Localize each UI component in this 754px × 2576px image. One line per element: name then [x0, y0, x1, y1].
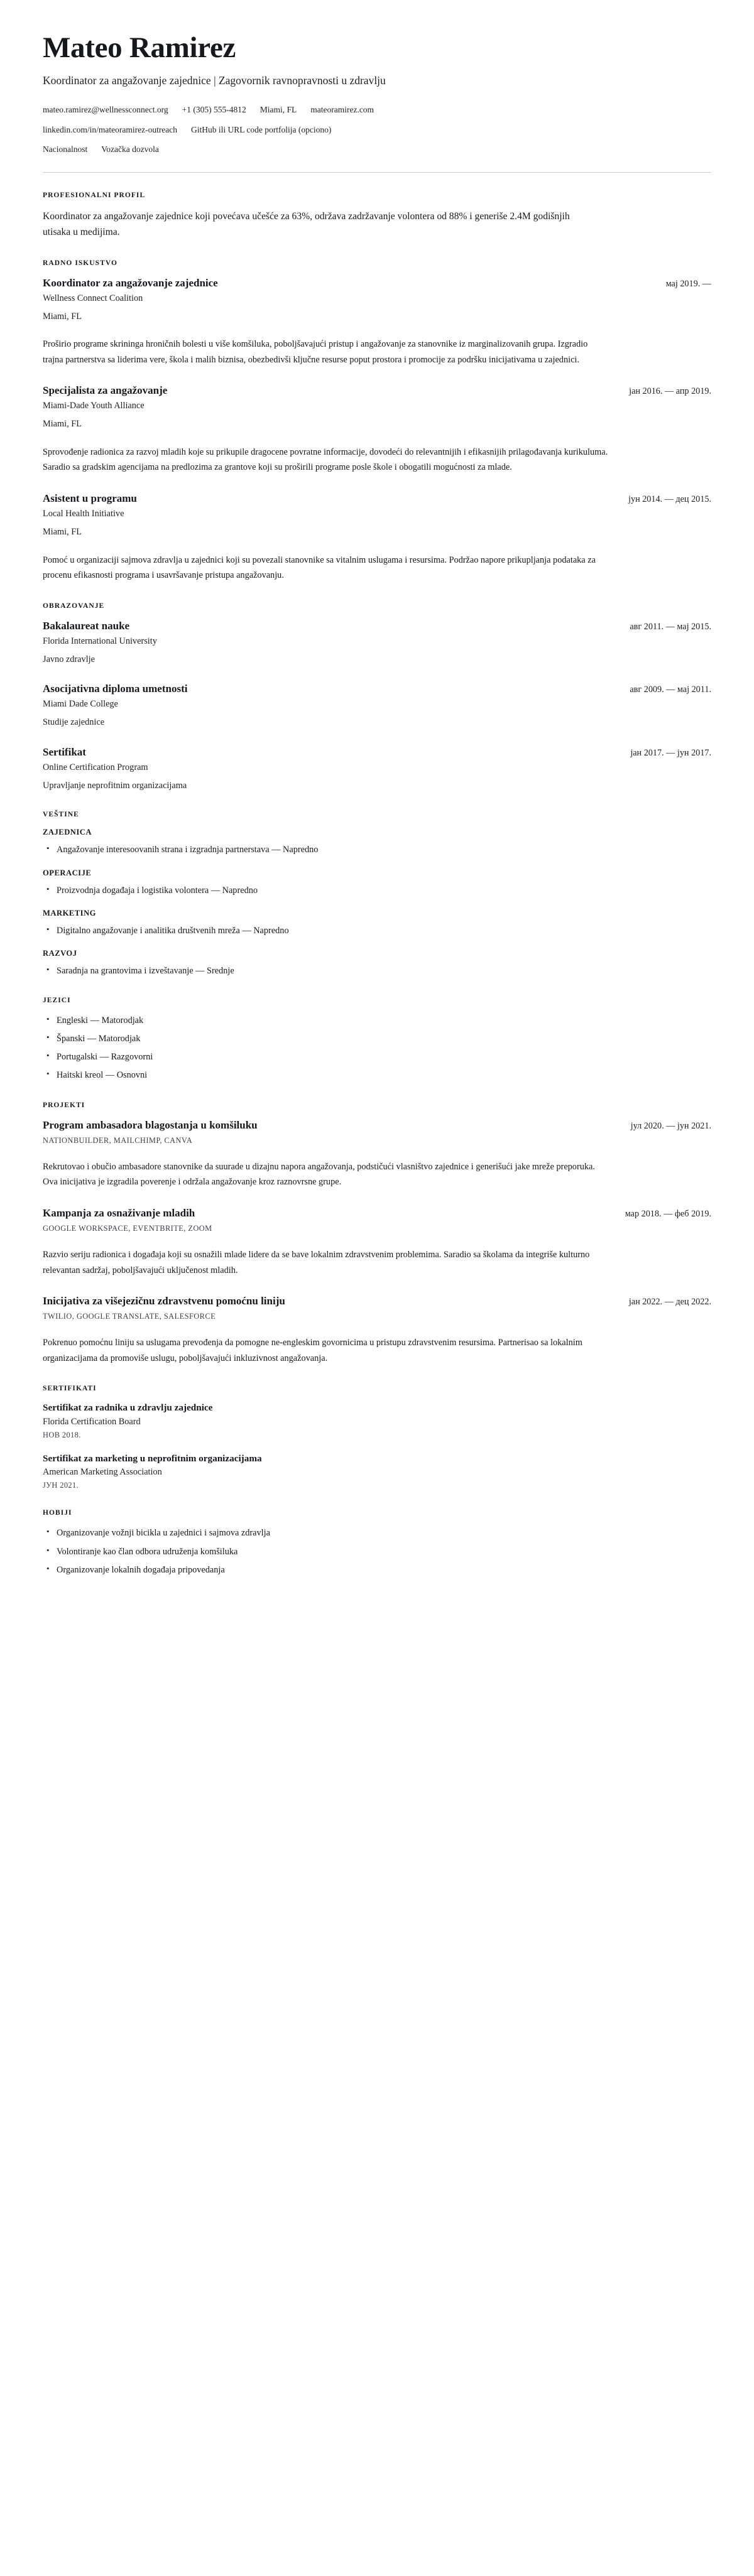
- section-title-hobbies: HOBIJI: [43, 1509, 72, 1517]
- section-title-projects: PROJEKTI: [43, 1101, 85, 1109]
- experience-organization: Local Health Initiative: [43, 509, 124, 519]
- section-profile: [43, 192, 711, 241]
- certification-item: [43, 1453, 711, 1491]
- experience-location: Miami, FL: [43, 311, 82, 322]
- skill-list: [43, 843, 711, 857]
- experience-dates: мај 2019. —: [665, 278, 711, 289]
- project-entry: [43, 1206, 711, 1278]
- project-entry-head: [43, 1294, 711, 1308]
- project-tools: NATIONBUILDER, MAILCHIMP, CANVA: [43, 1135, 193, 1145]
- skill-item: • Angažovanje interesoovanih strana i izgradnja partnerstava — Napredno: [57, 843, 711, 857]
- section-hobbies: [43, 1509, 711, 1576]
- project-name: Kampanja za osnaživanje mladih: [43, 1206, 195, 1219]
- section-certifications: [43, 1385, 711, 1490]
- experience-entry: [43, 492, 711, 583]
- education-entry-head: [43, 745, 711, 759]
- skill-group: [43, 828, 711, 857]
- language-item: • Engleski — Matorodjak: [57, 1014, 711, 1027]
- skill-group-name: MARKETING: [43, 908, 96, 917]
- section-title-education: OBRAZOVANJE: [43, 602, 105, 610]
- section-title-languages: JEZICI: [43, 996, 71, 1004]
- profile-summary-text: Koordinator za angažovanje zajednice koji povećava učešće za 63%, održava zadržavanje volontera od 88% i generiše 2.4M godišnjih utisaka u medijima.: [43, 211, 570, 238]
- education-school: Florida International University: [43, 636, 157, 646]
- experience-dates: јан 2016. — апр 2019.: [629, 386, 711, 397]
- candidate-name: Mateo Ramirez: [43, 31, 236, 64]
- education-dates: авг 2011. — мај 2015.: [630, 621, 711, 632]
- experience-role: Specijalista za angažovanje: [43, 384, 168, 397]
- experience-entry: [43, 384, 711, 475]
- experience-location: Miami, FL: [43, 526, 82, 537]
- experience-entry: [43, 276, 711, 368]
- education-dates: авг 2009. — мај 2011.: [630, 685, 711, 695]
- project-description: Rekrutovao i obučio ambasadore stanovnike da suurade u dizajnu napora angažovanja, podstičući vlasništvo zajednice i generišući jake mreže preporuka. Ova inicijativa je izgradila poverenje i održala angažovanje kroz raznovrsne grupe.: [43, 1161, 595, 1188]
- project-dates: мар 2018. — феб 2019.: [625, 1208, 711, 1219]
- section-education: [43, 602, 711, 793]
- language-item: • Španski — Matorodjak: [57, 1032, 711, 1046]
- project-description: Pokrenuo pomoćnu liniju sa uslugama prevođenja da pomogne ne-engleskim govornicima u pristupu zdravstvenim resursima. Partnerisao sa lokalnim organizacijama da promoviše uslugu, poboljšavajući inkluzivnost angažovanja.: [43, 1338, 582, 1363]
- skill-group-name: ZAJEDNICA: [43, 828, 92, 837]
- experience-description: Pomoć u organizaciji sajmova zdravlja u zajednici koji su povezali stanovnike sa vitalnim uslugama i resursima. Podržao napore prikupljanja podataka za procenu efikasnosti programa i usavršavanje pristupa angažovanju.: [43, 555, 596, 581]
- experience-organization: Miami-Dade Youth Alliance: [43, 401, 145, 411]
- project-name: Inicijativa za višejezičnu zdravstvenu pomoćnu liniju: [43, 1295, 285, 1307]
- language-item: • Haitski kreol — Osnovni: [57, 1068, 711, 1082]
- experience-dates: јун 2014. — дец 2015.: [628, 494, 711, 505]
- contact-portfolio[interactable]: GitHub ili URL code portfolija (opciono): [191, 124, 332, 134]
- skill-list: [43, 884, 711, 897]
- education-entry-head: [43, 682, 711, 696]
- contact-linkedin[interactable]: linkedin.com/in/mateoramirez-outreach: [43, 124, 178, 134]
- experience-organization: Wellness Connect Coalition: [43, 293, 143, 303]
- resume-header: [43, 33, 711, 173]
- certification-issuer: American Marketing Association: [43, 1467, 162, 1478]
- project-entry-head: [43, 1206, 711, 1220]
- experience-role: Asistent u programu: [43, 492, 137, 505]
- section-title-certifications: SERTIFIKATI: [43, 1385, 97, 1393]
- education-school: Online Certification Program: [43, 762, 148, 772]
- education-field: Javno zdravlje: [43, 654, 95, 664]
- section-title-profile: PROFESIONALNI PROFIL: [43, 192, 146, 200]
- project-entry: [43, 1294, 711, 1366]
- contact-email[interactable]: mateo.ramirez@wellnessconnect.org: [43, 105, 168, 115]
- certification-item: [43, 1402, 711, 1440]
- skill-group-name: RAZVOJ: [43, 948, 77, 958]
- education-degree: Sertifikat: [43, 745, 86, 758]
- experience-entry-head: [43, 384, 711, 398]
- experience-entry-head: [43, 276, 711, 290]
- contact-line-extra: [43, 143, 711, 156]
- education-entry: [43, 619, 711, 666]
- skill-group: [43, 869, 711, 897]
- experience-entry-head: [43, 492, 711, 506]
- contact-website[interactable]: mateoramirez.com: [310, 105, 374, 115]
- project-dates: јан 2022. — дец 2022.: [628, 1297, 711, 1307]
- education-entry-head: [43, 619, 711, 633]
- education-dates: јан 2017. — јун 2017.: [630, 747, 711, 758]
- project-tools: TWILIO, GOOGLE TRANSLATE, SALESFORCE: [43, 1312, 216, 1321]
- certification-name: Sertifikat za radnika u zdravlju zajednice: [43, 1402, 213, 1414]
- section-experience: [43, 259, 711, 583]
- experience-description: Sprovođenje radionica za razvoj mladih koje su prikupile dragocene povratne informacije, dovodeći do relevantnijih i efikasnijih prilagođavanja kurikuluma. Saradio sa gradskim agencijama na predlozima za grantove koji su proširili programe posle škole i obogatili mogućnosti za mlade.: [43, 446, 608, 473]
- languages-block: [43, 997, 711, 1083]
- contact-drivers-license: Vozačka dozvola: [101, 144, 159, 154]
- education-entry: [43, 682, 711, 729]
- skill-item: • Digitalno angažovanje i analitika društvenih mreža — Napredno: [57, 924, 711, 938]
- hobby-item: • Organizovanje vožnji bicikla u zajednici i sajmova zdravlja: [57, 1526, 711, 1540]
- education-school: Miami Dade College: [43, 699, 118, 710]
- education-degree: Asocijativna diploma umetnosti: [43, 683, 188, 695]
- section-skills: [43, 811, 711, 1082]
- contact-line-primary: [43, 104, 711, 116]
- hobby-list: [43, 1526, 711, 1576]
- skill-group-name: OPERACIJE: [43, 868, 92, 877]
- project-entry-head: [43, 1118, 711, 1132]
- section-title-experience: RADNO ISKUSTVO: [43, 259, 117, 267]
- hobby-item: • Volontiranje kao član odbora udruženja komšiluka: [57, 1545, 711, 1559]
- education-field: Studije zajednice: [43, 717, 105, 728]
- project-dates: јул 2020. — јун 2021.: [630, 1120, 711, 1131]
- project-description: Razvio seriju radionica i događaja koji su osnažili mlade lidere da se bave lokalnim zdravstvenim problemima. Saradio sa školama da integriše kulturno relevantan sadržaj, poboljšavajući uključenost mladih.: [43, 1249, 590, 1275]
- education-degree: Bakalaureat nauke: [43, 619, 130, 632]
- hobby-item: • Organizovanje lokalnih događaja pripovedanja: [57, 1563, 711, 1577]
- project-tools: GOOGLE WORKSPACE, EVENTBRITE, ZOOM: [43, 1223, 212, 1233]
- project-entry: [43, 1118, 711, 1190]
- skill-list: [43, 964, 711, 978]
- contact-location: Miami, FL: [260, 105, 297, 115]
- project-name: Program ambasadora blagostanja u komšiluku: [43, 1118, 258, 1131]
- skill-item: • Proizvodnja događaja i logistika volontera — Napredno: [57, 884, 711, 897]
- experience-role: Koordinator za angažovanje zajednice: [43, 276, 218, 289]
- contact-line-links: [43, 124, 711, 136]
- header-divider: [43, 172, 711, 173]
- certification-name: Sertifikat za marketing u neprofitnim organizacijama: [43, 1453, 262, 1464]
- certification-date: ЈУН 2021.: [43, 1481, 79, 1490]
- experience-location: Miami, FL: [43, 419, 82, 430]
- education-entry: [43, 745, 711, 793]
- contact-phone[interactable]: +1 (305) 555-4812: [182, 105, 246, 115]
- language-item: • Portugalski — Razgovorni: [57, 1050, 711, 1064]
- contact-nationality: Nacionalnost: [43, 144, 88, 154]
- certification-issuer: Florida Certification Board: [43, 1416, 141, 1427]
- skill-group: [43, 949, 711, 978]
- experience-description: Proširio programe skrininga hroničnih bolesti u više komšiluka, poboljšavajući pristup i angažovanje za stanovnike iz marginalizovanih grupa. Izgradio trajna partnerstva sa liderima vere, škola i malih biznisa, obezbedivši ključne resurse poput prostora i promocije za podršku inicijativama u zajednici.: [43, 339, 588, 365]
- section-title-skills: VEŠTINE: [43, 811, 79, 819]
- skill-list: [43, 924, 711, 938]
- skill-item: • Saradnja na grantovima i izveštavanje — Srednje: [57, 964, 711, 978]
- certification-date: НОВ 2018.: [43, 1430, 81, 1439]
- language-list: [43, 1014, 711, 1083]
- section-projects: [43, 1101, 711, 1366]
- education-field: Upravljanje neprofitnim organizacijama: [43, 780, 187, 791]
- skill-group: [43, 909, 711, 938]
- candidate-headline: Koordinator za angažovanje zajednice | Zagovornik ravnopravnosti u zdravlju: [43, 73, 386, 87]
